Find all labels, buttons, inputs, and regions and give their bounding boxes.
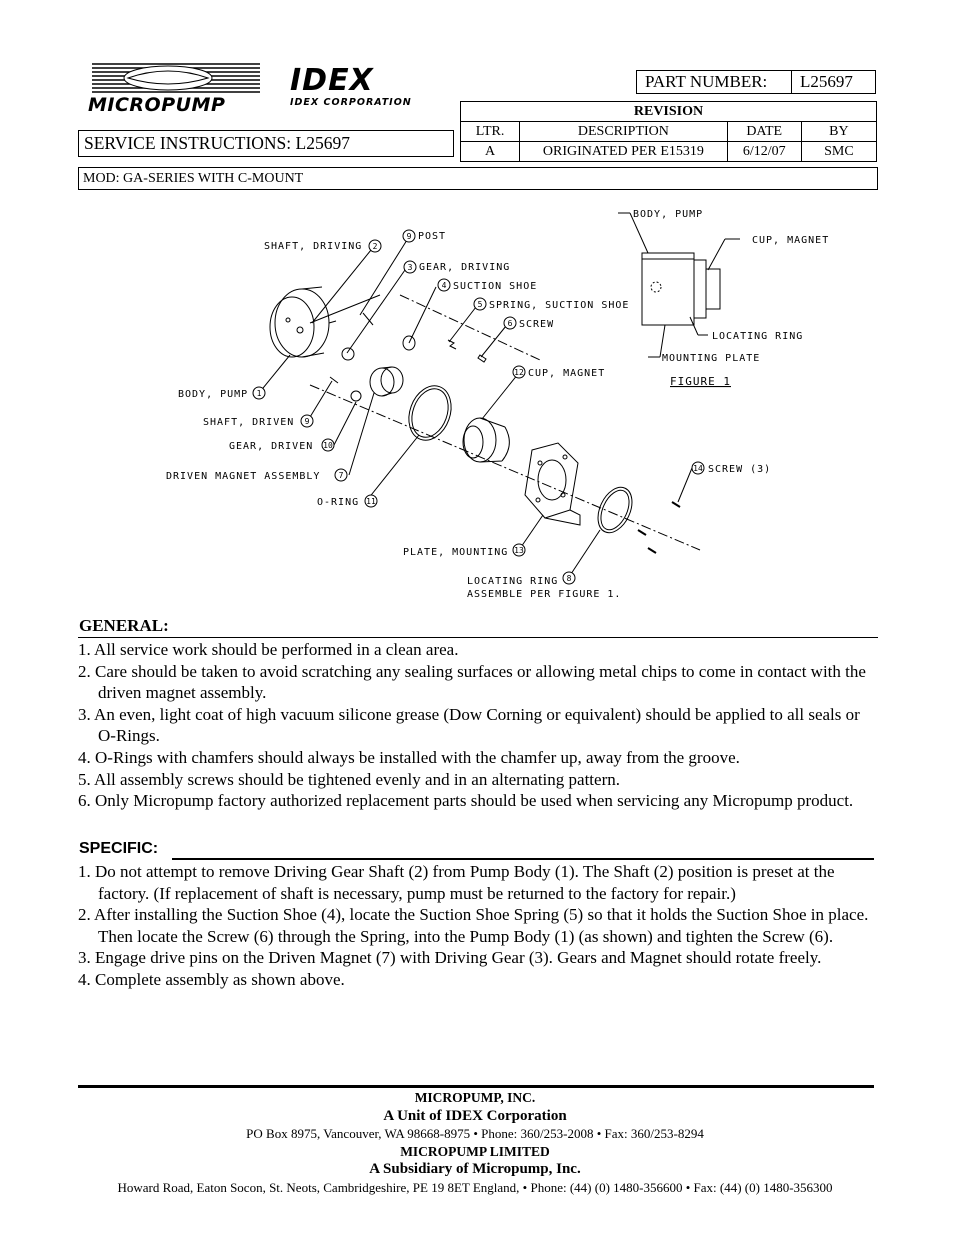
- callout-10: 10: [323, 441, 333, 450]
- callout-14: 14: [693, 464, 703, 473]
- label-o-ring: O-RING: [317, 497, 360, 508]
- revision-row: [461, 142, 877, 162]
- callout-3: 3: [407, 263, 413, 272]
- label-spring-suction-shoe: SPRING, SUCTION SHOE: [489, 300, 630, 311]
- general-heading: GENERAL:: [79, 616, 169, 635]
- mod-box: [78, 167, 878, 190]
- driven-magnet-part: [370, 367, 403, 396]
- revision-table: [460, 101, 877, 162]
- gear-driven-part: [351, 391, 361, 401]
- locating-ring-part: [591, 482, 638, 538]
- specific-rule: [172, 858, 874, 860]
- label-screw: SCREW: [519, 319, 555, 330]
- label-fig-locating-ring: LOCATING RING: [712, 331, 804, 342]
- exploded-assembly-diagram: [160, 195, 880, 610]
- footer-us-address: PO Box 8975, Vancouver, WA 98668-8975 • Phone: 360/253-2008 • Fax: 360/253-8294: [246, 1126, 704, 1141]
- label-locating-ring: LOCATING RING: [467, 576, 559, 587]
- cup-magnet-part: [463, 418, 509, 462]
- general-item-3: 3. An even, light coat of high vacuum silicone grease (Dow Corning or equivalent) should be applied to all seals or O-Rings.: [78, 704, 860, 746]
- footer-unit-of: A Unit of IDEX Corporation: [383, 1107, 567, 1124]
- label-figure-1: FIGURE 1: [670, 375, 731, 388]
- specific-list: [78, 861, 878, 991]
- general-item-5: 5. All assembly screws should be tightened evenly and in an alternating pattern.: [78, 769, 620, 789]
- label-screw-3: SCREW (3): [708, 464, 772, 475]
- label-body-pump: BODY, PUMP: [178, 389, 249, 400]
- part-number-value: L25697: [800, 72, 853, 91]
- label-driven-magnet-assembly: DRIVEN MAGNET ASSEMBLY: [166, 471, 321, 482]
- label-shaft-driven: SHAFT, DRIVEN: [203, 417, 295, 428]
- revision-col-by: BY: [801, 122, 876, 142]
- label-post: POST: [418, 231, 447, 242]
- label-suction-shoe: SUCTION SHOE: [453, 281, 538, 292]
- footer-company: MICROPUMP, INC.: [414, 1090, 536, 1105]
- revision-col-ltr: LTR.: [461, 122, 520, 142]
- service-title-box: [78, 130, 454, 157]
- label-fig-body-pump: BODY, PUMP: [633, 209, 704, 220]
- micropump-logo: [88, 60, 264, 116]
- general-item-2: 2. Care should be taken to avoid scratching any sealing surfaces or allowing metal chips to come in contact with the driven magnet assembly.: [78, 661, 866, 703]
- general-rule: [78, 637, 878, 638]
- revision-col-date: DATE: [727, 122, 801, 142]
- callout-1: 1: [256, 389, 262, 398]
- idex-wordmark: IDEX: [290, 63, 374, 98]
- general-list: [78, 639, 878, 812]
- label-cup-magnet: CUP, MAGNET: [528, 368, 606, 379]
- screws-part: [638, 502, 680, 553]
- revision-col-description: DESCRIPTION: [520, 122, 727, 142]
- callout-13: 13: [514, 546, 524, 555]
- label-fig-mounting-plate: MOUNTING PLATE: [662, 353, 761, 364]
- general-item-4: 4. O-Rings with chamfers should always be installed with the chamfer up, away from the groove.: [78, 747, 740, 767]
- revision-date: 6/12/07: [727, 142, 801, 162]
- gear-driving-part: [342, 348, 354, 360]
- callout-8: 8: [566, 574, 572, 583]
- idex-subtitle: IDEX CORPORATION: [290, 97, 412, 108]
- general-item-6: 6. Only Micropump factory authorized replacement parts should be used when servicing any Micropump product.: [78, 791, 854, 811]
- footer-subsidiary: A Subsidiary of Micropump, Inc.: [369, 1161, 581, 1177]
- label-gear-driving: GEAR, DRIVING: [419, 262, 511, 273]
- specific-item-1: 1. Do not attempt to remove Driving Gear Shaft (2) from Pump Body (1). The Shaft (2) position is preset at the factory. (If replacement of shaft is necessary, pump must be returned to the factory for repair.): [78, 862, 835, 903]
- callout-11: 11: [366, 497, 376, 506]
- mod-line: MOD: GA-SERIES WITH C-MOUNT: [83, 171, 304, 186]
- specific-item-3: 3. Engage drive pins on the Driven Magnet (7) with Driving Gear (3). Gears and Magnet should rotate freely.: [78, 948, 822, 968]
- pump-body-part: [270, 287, 336, 357]
- general-item-1: 1. All service work should be performed in a clean area.: [78, 640, 459, 659]
- footer-rule: [78, 1085, 874, 1088]
- revision-title: REVISION: [461, 102, 877, 122]
- callout-9-post: 9: [406, 232, 412, 241]
- specific-item-2: 2. After installing the Suction Shoe (4), locate the Suction Shoe Spring (5) so that it holds the Suction Shoe in place. Then locate the Screw (6) through the Spring, into the Pump Body (1) (as shown) and tighten the Screw (6).: [78, 905, 869, 946]
- label-plate-mounting: PLATE, MOUNTING: [403, 547, 509, 558]
- callout-5: 5: [477, 300, 483, 309]
- specific-heading: SPECIFIC:: [79, 840, 159, 857]
- service-title: SERVICE INSTRUCTIONS: L25697: [84, 133, 350, 153]
- label-gear-driven: GEAR, DRIVEN: [229, 441, 314, 452]
- micropump-wordmark: MICROPUMP: [88, 94, 226, 116]
- revision-ltr: A: [461, 142, 520, 162]
- part-number-label: PART NUMBER:: [645, 72, 768, 91]
- callout-6: 6: [507, 319, 513, 328]
- idex-logo: [290, 63, 420, 112]
- footer-uk-address: Howard Road, Eaton Socon, St. Neots, Cambridgeshire, PE 19 8ET England, • Phone: (44) (0) 1480-356600 • Fax: (44) (0) 1480-356300: [117, 1179, 833, 1195]
- part-number-box: [636, 70, 876, 94]
- callout-4: 4: [441, 281, 447, 290]
- specific-item-4: 4. Complete assembly as shown above.: [78, 969, 345, 989]
- mounting-plate-part: [525, 443, 580, 525]
- callout-12: 12: [514, 368, 524, 377]
- label-assemble-per-figure: ASSEMBLE PER FIGURE 1.: [467, 589, 622, 600]
- footer-limited: MICROPUMP LIMITED: [400, 1143, 550, 1159]
- callout-9: 9: [304, 417, 310, 426]
- callout-7: 7: [338, 471, 344, 480]
- label-shaft-driving: SHAFT, DRIVING: [264, 241, 363, 252]
- revision-description: ORIGINATED PER E15319: [520, 142, 727, 162]
- revision-by: SMC: [801, 142, 876, 162]
- footer: [60, 1089, 890, 1196]
- part-number-divider: [791, 71, 792, 93]
- callout-2: 2: [372, 242, 378, 251]
- label-fig-cup-magnet: CUP, MAGNET: [752, 235, 830, 246]
